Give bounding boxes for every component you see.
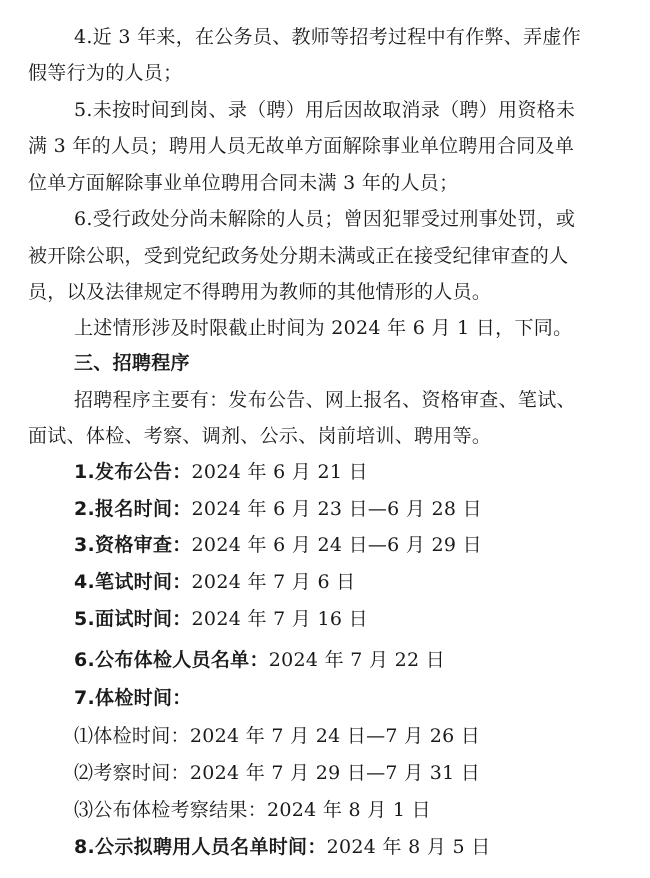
step-label: 6.公布体检人员名单： bbox=[74, 649, 269, 671]
deadline-note: 上述情形涉及时限截止时间为 2024 年 6 月 1 日，下同。 bbox=[74, 317, 573, 339]
paragraph-5-line-2: 满 3 年的人员；聘用人员无故单方面解除事业单位聘用合同及单 bbox=[28, 135, 575, 157]
step-label: 4.笔试时间： bbox=[74, 571, 192, 593]
substep-value: 2024 年 7 月 29 日—7 月 31 日 bbox=[189, 762, 481, 784]
substep-label: ⑴体检时间： bbox=[74, 725, 190, 747]
paragraph-6-line-2: 被开除公职，受到党纪政务处分期未满或正在接受纪律审查的人 bbox=[28, 245, 569, 267]
paragraph-6-line-1: 6.受行政处分尚未解除的人员；曾因犯罪受过刑事处罚，或 bbox=[74, 208, 576, 230]
step-value: 2024 年 6 月 23 日—6 月 28 日 bbox=[191, 498, 482, 520]
paragraph-5-line-3: 位单方面解除事业单位聘用合同未满 3 年的人员； bbox=[28, 172, 459, 194]
step-label: 5.面试时间： bbox=[74, 608, 192, 630]
paragraph-5-line-1: 5.未按时间到岗、录（聘）用后因故取消录（聘）用资格未 bbox=[74, 99, 576, 121]
substep-label: ⑵考察时间： bbox=[74, 762, 190, 784]
step-value: 2024 年 7 月 16 日 bbox=[191, 608, 368, 630]
substep-value: 2024 年 7 月 24 日—7 月 26 日 bbox=[189, 725, 481, 747]
section-3-intro-line-2: 面试、体检、考察、调剂、公示、岗前培训、聘用等。 bbox=[28, 425, 492, 447]
section-3-heading: 三、招聘程序 bbox=[74, 352, 190, 374]
step-7 bbox=[74, 686, 632, 710]
step-value: 2024 年 8 月 5 日 bbox=[326, 836, 491, 858]
paragraph-4-line-1: 4.近 3 年来，在公务员、教师等招考过程中有作弊、弄虚作 bbox=[74, 26, 581, 48]
step-8 bbox=[74, 835, 632, 859]
step-label: 1.发布公告： bbox=[74, 461, 192, 483]
step-value: 2024 年 6 月 24 日—6 月 29 日 bbox=[191, 534, 482, 556]
substep-label: ⑶公布体检考察结果： bbox=[74, 799, 268, 821]
substep-2 bbox=[74, 761, 632, 785]
step-1 bbox=[74, 460, 632, 484]
step-label: 8.公示拟聘用人员名单时间： bbox=[74, 836, 327, 858]
step-value: 2024 年 7 月 6 日 bbox=[191, 571, 356, 593]
section-3-intro-line-1: 招聘程序主要有：发布公告、网上报名、资格审查、笔试、 bbox=[74, 389, 576, 411]
step-label: 2.报名时间： bbox=[74, 498, 192, 520]
step-4 bbox=[74, 570, 632, 594]
substep-1 bbox=[74, 724, 632, 748]
substep-3 bbox=[74, 798, 632, 822]
step-3 bbox=[74, 533, 632, 557]
step-label: 3.资格审查： bbox=[74, 534, 192, 556]
step-value: 2024 年 7 月 22 日 bbox=[268, 649, 446, 671]
step-5 bbox=[74, 607, 632, 631]
step-label: 7.体检时间： bbox=[74, 687, 192, 709]
paragraph-6-line-3: 员，以及法律规定不得聘用为教师的其他情形的人员。 bbox=[28, 281, 492, 303]
step-value: 2024 年 6 月 21 日 bbox=[191, 461, 368, 483]
step-2 bbox=[74, 497, 632, 521]
substep-value: 2024 年 8 月 1 日 bbox=[267, 799, 431, 821]
step-6 bbox=[74, 648, 632, 672]
paragraph-4-line-2: 假等行为的人员； bbox=[28, 62, 183, 84]
